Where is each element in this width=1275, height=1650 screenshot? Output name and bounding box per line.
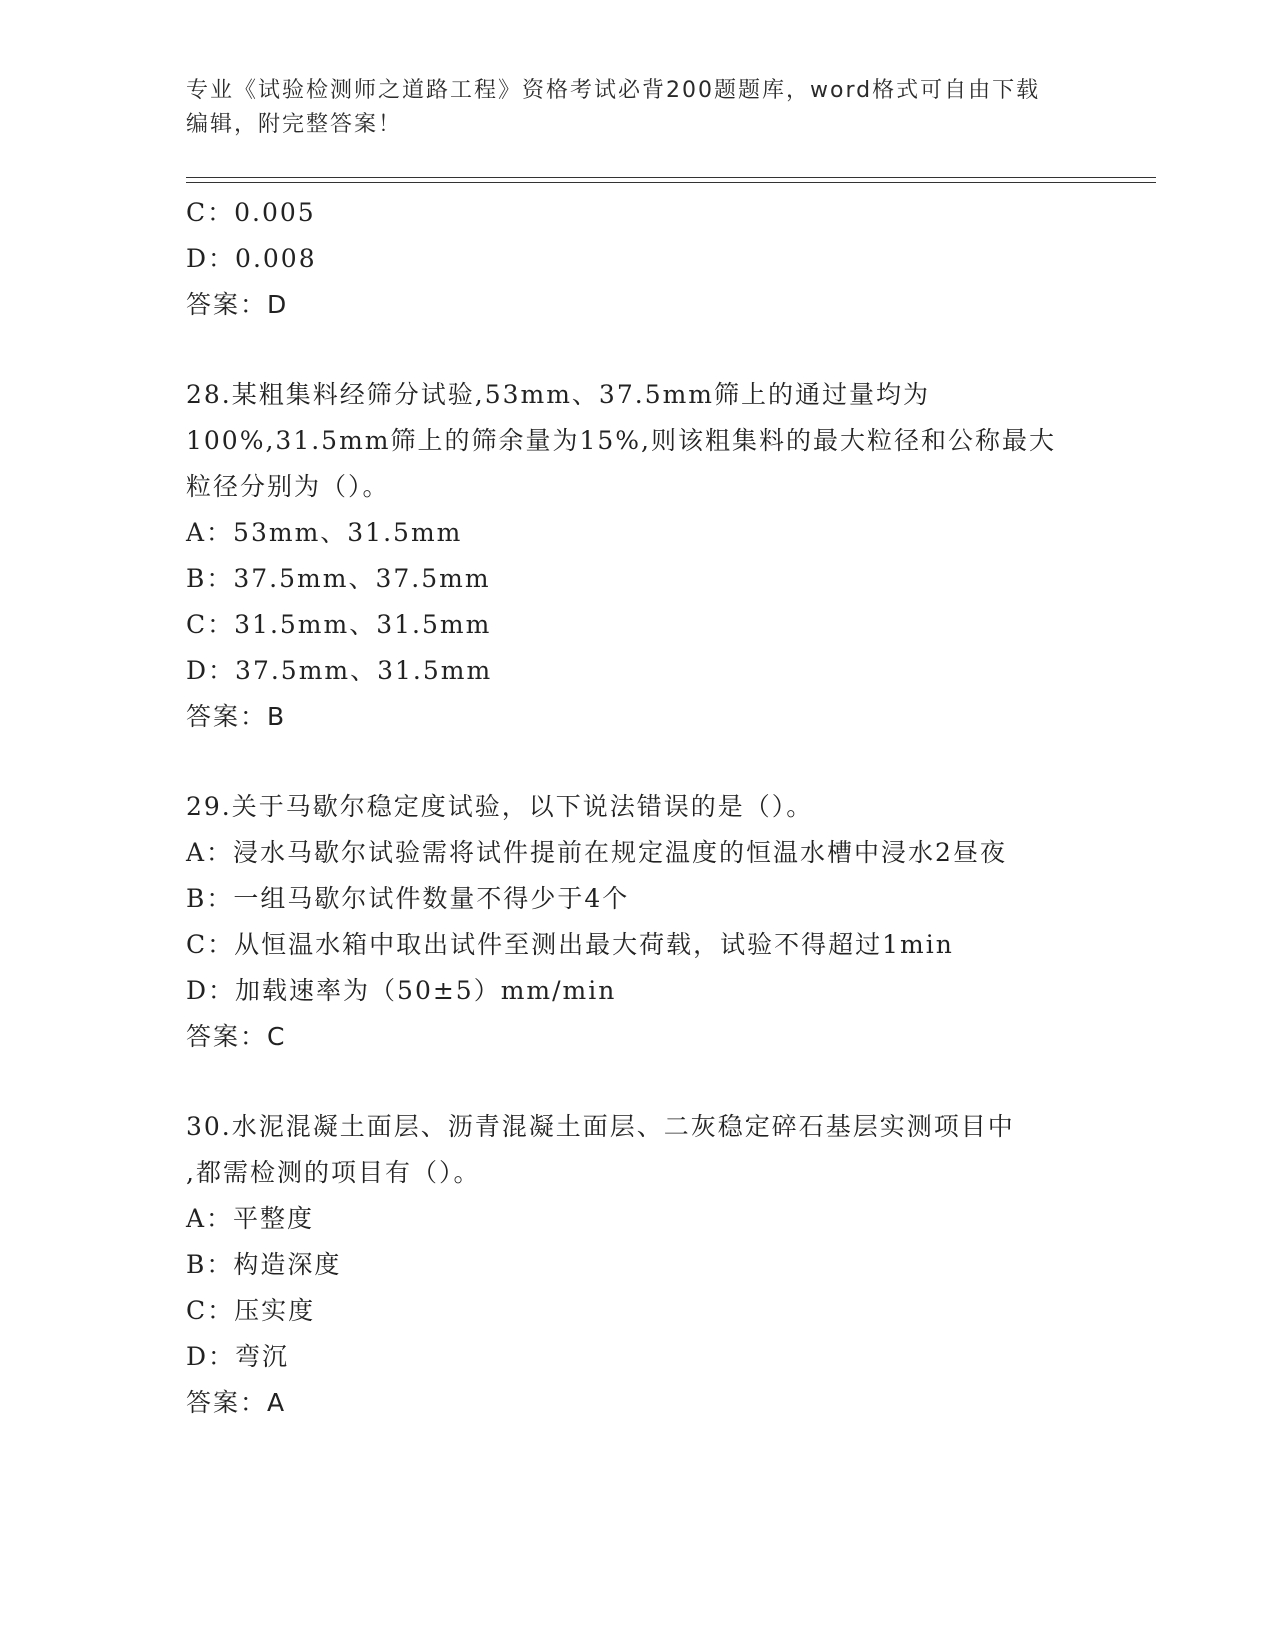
option-d: D：弯沉 bbox=[186, 1342, 290, 1371]
stem-line: 100%,31.5mm筛上的筛余量为15%,则该粗集料的最大粒径和公称最大 bbox=[186, 426, 1057, 455]
header-divider-top bbox=[186, 177, 1156, 178]
option-b: B：一组马歇尔试件数量不得少于4个 bbox=[186, 884, 630, 913]
answer-line: 答案：C bbox=[186, 1022, 287, 1051]
previous-question-tail bbox=[186, 190, 1086, 328]
option-b: B：构造深度 bbox=[186, 1250, 342, 1279]
option-c: C：31.5mm、31.5mm bbox=[186, 610, 492, 639]
option-c: C：0.005 bbox=[186, 198, 316, 227]
question-29 bbox=[186, 784, 1086, 1060]
option-d: D：0.008 bbox=[186, 244, 317, 273]
stem-line: 30.水泥混凝土面层、沥青混凝土面层、二灰稳定碎石基层实测项目中 bbox=[186, 1112, 1015, 1141]
header-line-2: 编辑，附完整答案！ bbox=[186, 112, 403, 137]
document-header bbox=[186, 74, 1086, 142]
question-30 bbox=[186, 1104, 1086, 1426]
answer-line: 答案：B bbox=[186, 702, 287, 731]
header-line-1: 专业《试验检测师之道路工程》资格考试必背200题题库，word格式可自由下载 bbox=[186, 78, 1041, 103]
stem-line: ,都需检测的项目有（）。 bbox=[186, 1158, 481, 1187]
answer-line: 答案：A bbox=[186, 1388, 287, 1417]
answer-line: 答案：D bbox=[186, 290, 289, 319]
document-body bbox=[186, 190, 1086, 1426]
option-d: D：37.5mm、31.5mm bbox=[186, 656, 493, 685]
option-a: A：浸水马歇尔试验需将试件提前在规定温度的恒温水槽中浸水2昼夜 bbox=[186, 838, 1007, 867]
question-stem bbox=[186, 784, 1086, 830]
option-c: C：从恒温水箱中取出试件至测出最大荷载，试验不得超过1min bbox=[186, 930, 954, 959]
option-a: A：平整度 bbox=[186, 1204, 315, 1233]
stem-line: 28.某粗集料经筛分试验,53mm、37.5mm筛上的通过量均为 bbox=[186, 380, 931, 409]
header-divider-bottom bbox=[186, 182, 1156, 183]
question-stem bbox=[186, 372, 1086, 510]
stem-line: 粒径分别为（）。 bbox=[186, 472, 390, 501]
question-28 bbox=[186, 372, 1086, 740]
option-b: B：37.5mm、37.5mm bbox=[186, 564, 491, 593]
stem-line: 29.关于马歇尔稳定度试验，以下说法错误的是（）。 bbox=[186, 792, 814, 821]
option-d: D：加载速率为（50±5）mm/min bbox=[186, 976, 617, 1005]
question-stem bbox=[186, 1104, 1086, 1196]
option-a: A：53mm、31.5mm bbox=[186, 518, 463, 547]
option-c: C：压实度 bbox=[186, 1296, 316, 1325]
